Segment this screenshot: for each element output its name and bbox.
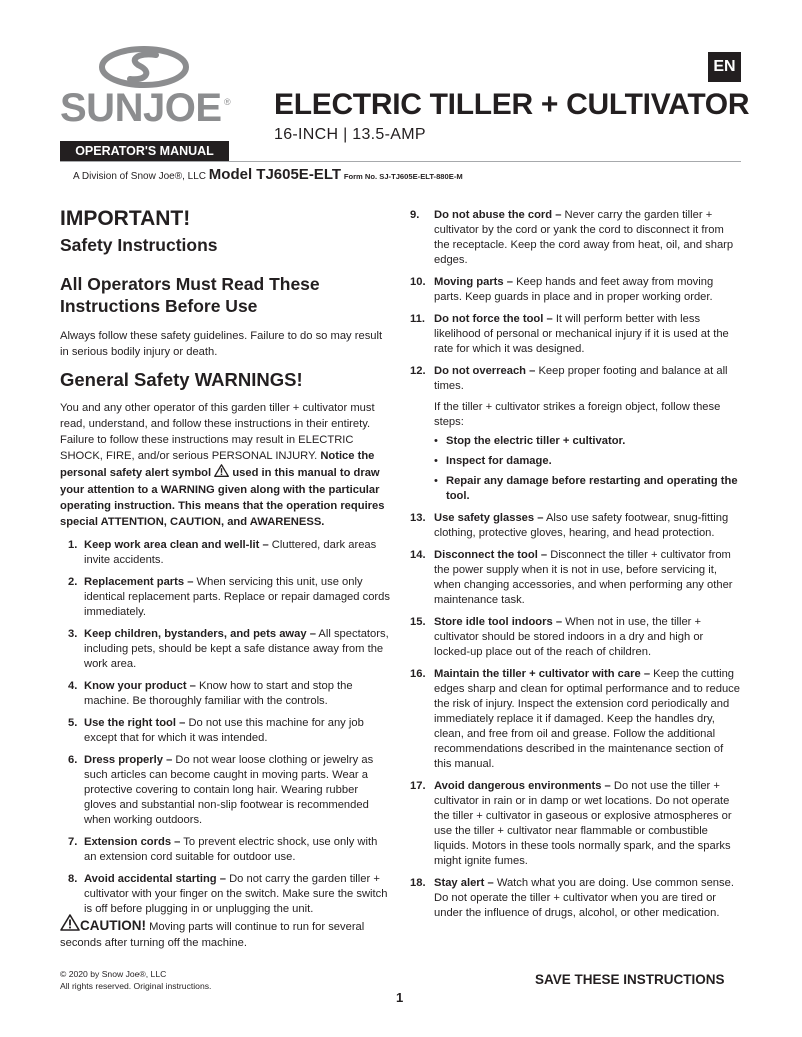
all-operators-heading: All Operators Must Read These Instructions Before Use xyxy=(60,274,320,317)
list-item: 17. Avoid dangerous environments – Do not use the tiller + cultivator in rain or in damp or wet locations. Do not operate the tiller + cultivator in gaseous or explosive atmospheres or use the tiller + cultivator near flammable or combustible liquids. Motors in these tools normally spark, and the sparks might ignite fumes. xyxy=(410,780,732,867)
list-item: 1. Keep work area clean and well-lit – Cluttered, dark areas invite accidents. xyxy=(68,539,377,567)
language-badge: EN xyxy=(708,52,741,82)
division-text: A Division of Snow Joe®, LLC xyxy=(73,171,206,182)
page-number: 1 xyxy=(396,990,404,1005)
general-warnings-heading: General Safety WARNINGS! xyxy=(60,369,303,391)
list-item: 8. Avoid accidental starting – Do not carry the garden tiller + cultivator with your finger on the switch. Make sure the switch is off before plugging in or unplugging the unit. xyxy=(68,873,388,916)
caution-alert-icon xyxy=(60,914,80,931)
general-paragraph-normal: You and any other operator of this garden tiller + cultivator must read, understand, and follow these instructions in their entirety. Failure to follow these instructions may result in ELECTRIC SHOCK, FIRE, and/or serious PERSONAL INJURY. xyxy=(60,401,375,463)
document-subtitle: 16-INCH | 13.5-AMP xyxy=(274,126,426,143)
list-item: 14. Disconnect the tool – Disconnect the tiller + cultivator from the power supply when it is not in use, before servicing it, when changing accessories, and when performing any other maintenance task. xyxy=(410,549,733,606)
right-safety-list-a xyxy=(410,208,740,504)
list-item: 3. Keep children, bystanders, and pets away – All spectators, including pets, should be kept a safe distance away from the work area. xyxy=(68,628,389,671)
list-item: 2. Replacement parts – When servicing this unit, use only identical replacement parts. Replace or repair damaged cords immediately. xyxy=(68,576,390,619)
safety-instructions-heading: Safety Instructions xyxy=(60,235,218,256)
brand-wordmark: SUNJOE xyxy=(60,86,222,130)
step-item: • Stop the electric tiller + cultivator. xyxy=(434,435,626,447)
document-title: ELECTRIC TILLER + CULTIVATOR xyxy=(274,88,750,121)
copyright: © 2020 by Snow Joe®, LLC All rights reserved. Original instructions. xyxy=(60,969,212,991)
list-item: 6. Dress properly – Do not wear loose clothing or jewelry as such articles can become caught in moving parts. Wear a protective covering to contain long hair. Wearing rubber gloves and substantial non-slip footwear is recommended when working outdoors. xyxy=(68,754,374,827)
list-item: 16. Maintain the tiller + cultivator with care – Keep the cutting edges sharp and clean for optimal performance and to reduce the risk of injury. Inspect the extension cord periodically and immediately replace it if damaged. Keep the handles dry, clean, and free from oil and grease. Follow the additional recommendations described in the maintenance section of this manual. xyxy=(410,668,740,770)
list-item: 9. Do not abuse the cord – Never carry the garden tiller + cultivator by the cord or yank the cord to disconnect it from the receptacle. Keep the cord away from heat, oil, and sharp edges. xyxy=(410,209,734,266)
left-column xyxy=(60,206,392,924)
list-item: 15. Store idle tool indoors – When not in use, the tiller + cultivator should be stored indoors in a dry and high or locked-up place out of the reach of children. xyxy=(410,616,704,658)
safety-alert-icon xyxy=(214,464,229,477)
list-item: 11. Do not force the tool – It will perform better with less likelihood of personal or mechanical injury if it is used at the rate for which it was designed. xyxy=(410,313,729,355)
general-paragraph xyxy=(60,400,392,531)
caution-note xyxy=(60,914,392,951)
general-paragraph-bold-b: used in this manual to draw your attention to a WARNING given along with the particular operating instruction. This means that the operation requires special ATTENTION, CAUTION, and AWARENESS. xyxy=(60,467,385,528)
intro-text: Always follow these safety guidelines. Failure to do so may result in serious bodily injury or death. xyxy=(60,329,383,359)
header-divider xyxy=(60,161,741,162)
division-line xyxy=(73,166,463,183)
caution-text: Moving parts will continue to run for several seconds after turning off the machine. xyxy=(60,921,365,949)
list-item: 18. Stay alert – Watch what you are doing. Use common sense. Do not operate the tiller + cultivator when you are tired or under the influence of drugs, alcohol, or other medication. xyxy=(410,877,734,919)
list-item: 4. Know your product – Know how to start and stop the machine. Be thoroughly familiar with the controls. xyxy=(68,680,353,708)
model-number: Model TJ605E-ELT xyxy=(208,166,342,183)
important-heading: IMPORTANT! xyxy=(60,207,191,230)
step-item: • Repair any damage before restarting and operating the tool. xyxy=(434,475,738,502)
caution-label: CAUTION! xyxy=(80,918,146,933)
foreign-object-text: If the tiller + cultivator strikes a foreign object, follow these steps: xyxy=(434,401,721,428)
foreign-object-steps xyxy=(434,434,740,504)
sunjoe-logo-icon xyxy=(98,46,190,88)
save-instructions-text: SAVE THESE INSTRUCTIONS xyxy=(535,972,725,987)
form-number: Form No. SJ-TJ605E-ELT-880E-M xyxy=(343,172,463,181)
list-item: 5. Use the right tool – Do not use this machine for any job except that for which it was intended. xyxy=(68,717,364,745)
registered-mark: ® xyxy=(224,97,231,107)
list-item: 13. Use safety glasses – Also use safety footwear, snug-fitting clothing, protective gloves, hearing, and head protection. xyxy=(410,512,729,539)
left-safety-list xyxy=(60,538,392,917)
list-item: 10. Moving parts – Keep hands and feet away from moving parts. Keep guards in place and in proper working order. xyxy=(410,276,714,303)
list-item: 12. Do not overreach – Keep proper footing and balance at all times. If the tiller + cultivator strikes a foreign object, follow these steps: • Stop the electric tiller + cultivator. • Inspect for damage. • Repair any damage before restarting and operating the tool. xyxy=(410,364,740,504)
right-safety-list-b xyxy=(410,511,740,921)
list-item: 7. Extension cords – To prevent electric shock, use only with an extension cord suitable for outdoor use. xyxy=(68,836,378,864)
step-item: • Inspect for damage. xyxy=(434,455,552,467)
general-paragraph-bold-a: Notice the personal safety alert symbol xyxy=(60,450,375,480)
operators-manual-label: OPERATOR'S MANUAL xyxy=(60,141,229,162)
right-column xyxy=(410,208,740,928)
